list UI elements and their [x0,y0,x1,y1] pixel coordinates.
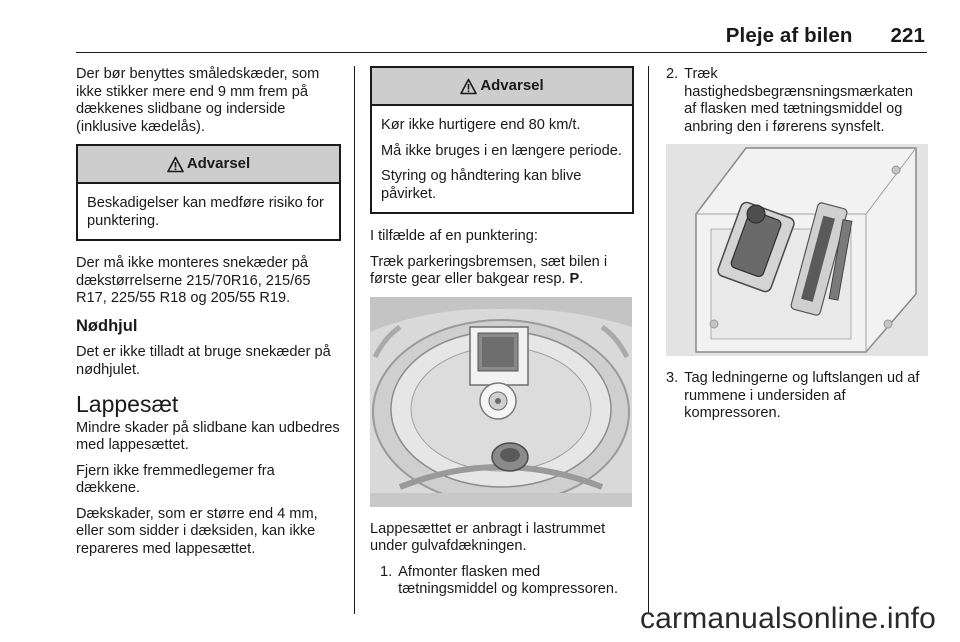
warning-text: Beskadigelser kan medføre risiko for punktering. [87,195,324,229]
list-item [666,66,928,136]
page-header [0,24,925,48]
paragraph: Mindre skader på slidbane kan udbedres med lappesættet. [76,419,340,453]
step-number: 3. [666,370,679,386]
gear-label: P [569,271,580,287]
paragraph: Fjern ikke fremmedlegemer fra dækkene. [76,462,275,496]
paragraph: Lappesættet er anbragt i lastrummet under gulvafdækningen. [370,520,606,554]
step-text: Træk hastighedsbegrænsningsmærkaten af flasken med tætningsmiddel og anbring den i førerens synsfelt. [684,66,913,135]
warning-triangle-icon [167,156,184,173]
list-item [370,564,634,599]
section-heading: Nødhjul [76,316,138,335]
chapter-heading: Lappesæt [76,391,179,417]
step-text: Tag ledningerne og luftslangen ud af rummene i undersiden af kompressoren. [684,370,920,421]
step-text: Afmonter flasken med tætningsmiddel og kompressoren. [398,563,618,597]
column-divider [354,66,355,614]
step-number: 2. [666,66,679,82]
column-1 [76,66,341,566]
paragraph: Dækskader, som er større end 4 mm, eller som sidder i dæksiden, kan ikke repareres med lappesættet. [76,505,318,557]
warning-text: Må ikke bruges i en længere periode. [381,142,622,159]
warning-triangle-icon [460,78,477,95]
warning-header [372,68,632,106]
repair-kit-figure [666,144,928,356]
warning-box [370,66,634,214]
step-number: 1. [380,563,393,580]
warning-body [372,106,632,212]
trunk-spare-well-figure [370,297,632,507]
warning-title: Advarsel [480,77,544,95]
paragraph: Der må ikke monteres snekæder på dækstørrelserne 215/70R16, 215/65 R17, 225/55 R18 og 205/55 R19. [76,255,311,306]
warning-header [78,146,339,184]
paragraph: I tilfælde af en punktering: [370,228,538,244]
column-2 [370,66,634,607]
warning-text: Styring og håndtering kan blive påvirket. [381,168,582,202]
header-rule [76,52,927,53]
header-title: Pleje af bilen [725,24,853,47]
column-divider [648,66,649,614]
page-number: 221 [890,24,925,47]
column-3 [666,66,928,431]
warning-box [76,144,341,241]
warning-body [78,184,339,239]
paragraph: Det er ikke tilladt at bruge snekæder på nødhjulet. [76,344,331,378]
list-item [666,370,928,423]
warning-title: Advarsel [186,155,251,173]
watermark: carmanualsonline.info [639,602,936,635]
paragraph: Der bør benyttes småledskæder, som ikke stikker mere end 9 mm frem på dækkenes slidbane og inderside (inklusive kædelås). [76,66,320,135]
warning-text: Kør ikke hurtigere end 80 km/t. [381,117,581,133]
paragraph: Træk parkeringsbremsen, sæt bilen i første gear eller bakgear resp. P. [370,253,608,287]
